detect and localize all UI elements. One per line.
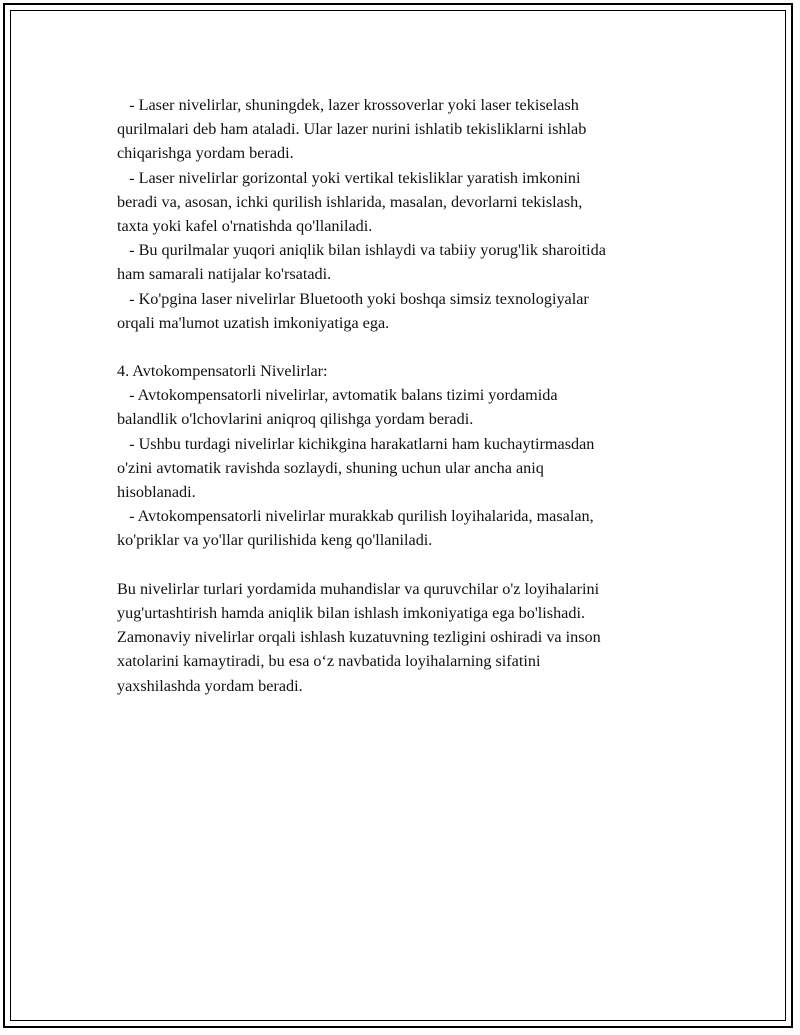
text-line: chiqarishga yordam beradi.: [117, 144, 294, 163]
text-line: yug'urtashtirish hamda aniqlik bilan ishlash imkoniyatiga ega bo'lishadi.: [117, 603, 585, 622]
text-line: beradi va, asosan, ichki qurilish ishlarida, masalan, devorlarni tekislash,: [117, 192, 583, 211]
text-line: - Ko'pgina laser nivelirlar Bluetooth yoki boshqa simsiz texnologiyalar: [117, 289, 589, 308]
auto-compensator-section: [117, 359, 692, 553]
text-line: hisoblanadi.: [117, 483, 196, 501]
text-line: xatolarini kamaytiradi, bu esa o‘z navbatida loyihalarning sifatini: [117, 652, 541, 671]
conclusion-paragraph: [117, 577, 692, 698]
text-line: - Ushbu turdagi nivelirlar kichikgina harakatlarni ham kuchaytirmasdan: [117, 434, 595, 453]
text-line: o'zini avtomatik ravishda sozlaydi, shuning uchun ular ancha aniq: [117, 458, 544, 477]
text-line: - Laser nivelirlar gorizontal yoki vertikal tekisliklar yaratish imkonini: [117, 168, 581, 187]
text-line: - Avtokompensatorli nivelirlar murakkab qurilish loyihalarida, masalan,: [117, 507, 594, 526]
text-line: taxta yoki kafel o'rnatishda qo'llaniladi.: [117, 216, 373, 235]
text-line: ko'priklar va yo'llar qurilishida keng qo'llaniladi.: [117, 531, 433, 550]
text-line: yaxshilashda yordam beradi.: [117, 676, 303, 695]
laser-levels-paragraph: [117, 93, 692, 335]
text-line: - Laser nivelirlar, shuningdek, lazer krossoverlar yoki laser tekiselash: [117, 96, 579, 114]
text-line: Bu nivelirlar turlari yordamida muhandislar va quruvchilar o'z loyihalarini: [117, 579, 600, 598]
section-heading: 4. Avtokompensatorli Nivelirlar:: [117, 362, 328, 381]
text-line: Zamonaviy nivelirlar orqali ishlash kuzatuvning tezligini oshiradi va inson: [117, 628, 601, 647]
text-line: ham samarali natijalar ko'rsatadi.: [117, 265, 332, 284]
text-line: qurilmalari deb ham ataladi. Ular lazer nurini ishlatib tekisliklarni ishlab: [117, 120, 587, 139]
text-line: - Avtokompensatorli nivelirlar, avtomatik balans tizimi yordamida: [117, 386, 558, 405]
paragraph-gap: [117, 553, 692, 577]
paragraph-gap: [117, 335, 692, 359]
text-line: balandlik o'lchovlarini aniqroq qilishga yordam beradi.: [117, 410, 474, 429]
document-body: [117, 93, 692, 698]
text-line: - Bu qurilmalar yuqori aniqlik bilan ishlaydi va tabiiy yorug'lik sharoitida: [117, 241, 606, 260]
text-line: orqali ma'lumot uzatish imkoniyatiga ega.: [117, 313, 390, 332]
